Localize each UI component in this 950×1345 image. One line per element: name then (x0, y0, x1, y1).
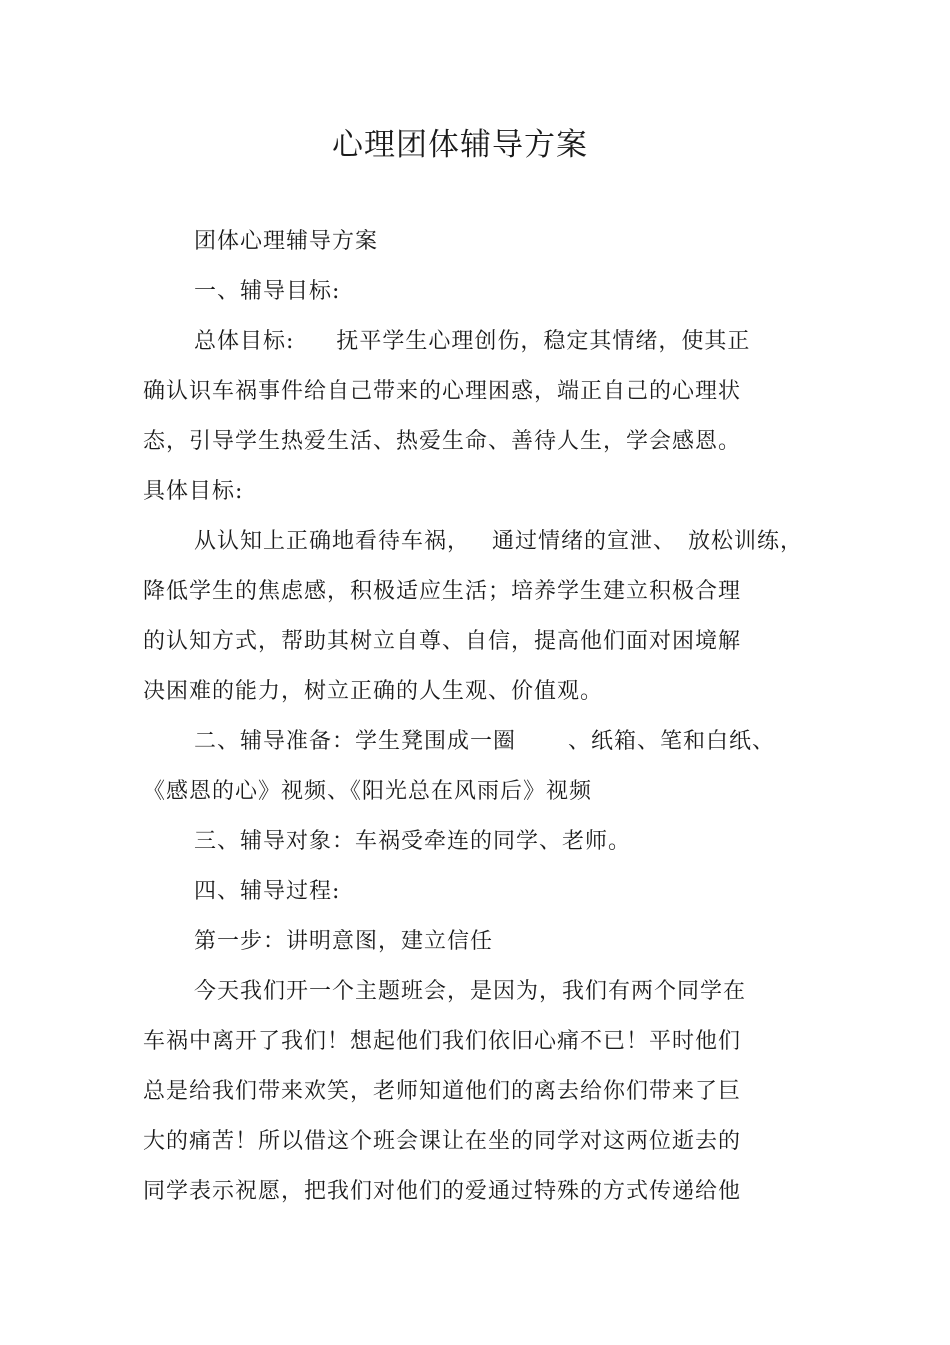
section-2-part-b: 、纸箱、笔和白纸、 (568, 729, 776, 754)
overall-goal-line-2: 确认识车祸事件给自己带来的心理困惑，端正自己的心理状 (143, 379, 742, 404)
section-3: 三、辅导对象：车祸受牵连的同学、老师。 (194, 829, 632, 854)
overall-goal-text: 抚平学生心理创伤，稳定其情绪，使其正 (336, 329, 751, 354)
document-title: 心理团体辅导方案 (332, 127, 588, 163)
subtitle: 团体心理辅导方案 (194, 229, 379, 254)
paragraph-line-4: 大的痛苦！所以借这个班会课让在坐的同学对这两位逝去的 (143, 1129, 742, 1154)
paragraph-line-3: 总是给我们带来欢笑，老师知道他们的离去给你们带来了巨 (143, 1079, 742, 1104)
specific-goal-line-3: 的认知方式，帮助其树立自尊、自信，提高他们面对困境解 (143, 629, 742, 654)
specific-goal-part-c: 放松训练， (688, 529, 804, 554)
overall-goal-label: 总体目标: (194, 329, 295, 354)
paragraph-line-2: 车祸中离开了我们！想起他们我们依旧心痛不已！平时他们 (143, 1029, 742, 1054)
section-2-part-a: 二、辅导准备：学生凳围成一圈 (194, 729, 517, 754)
step-1-heading: 第一步：讲明意图，建立信任 (194, 929, 494, 954)
specific-goal-line-2: 降低学生的焦虑感，积极适应生活；培养学生建立积极合理 (143, 579, 742, 604)
overall-goal-line-1 (194, 327, 750, 357)
section-2-line-1 (194, 727, 775, 757)
section-2-line-2: 《感恩的心》视频、《阳光总在风雨后》视频 (143, 779, 593, 804)
overall-goal-line-3: 态，引导学生热爱生活、热爱生命、善待人生，学会感恩。 (143, 429, 742, 454)
paragraph-line-1: 今天我们开一个主题班会，是因为，我们有两个同学在 (194, 979, 747, 1004)
specific-goal-part-a: 从认知上正确地看待车祸， (194, 529, 471, 554)
section-4-heading: 四、辅导过程: (194, 879, 341, 904)
specific-goal-part-b: 通过情绪的宣泄、 (492, 529, 677, 554)
section-1-heading: 一、辅导目标: (194, 279, 341, 304)
specific-goal-line-4: 决困难的能力，树立正确的人生观、价值观。 (143, 679, 604, 704)
specific-goal-line-1 (194, 527, 803, 557)
paragraph-line-5: 同学表示祝愿，把我们对他们的爱通过特殊的方式传递给他 (143, 1179, 742, 1204)
specific-goal-label: 具体目标: (143, 479, 244, 504)
